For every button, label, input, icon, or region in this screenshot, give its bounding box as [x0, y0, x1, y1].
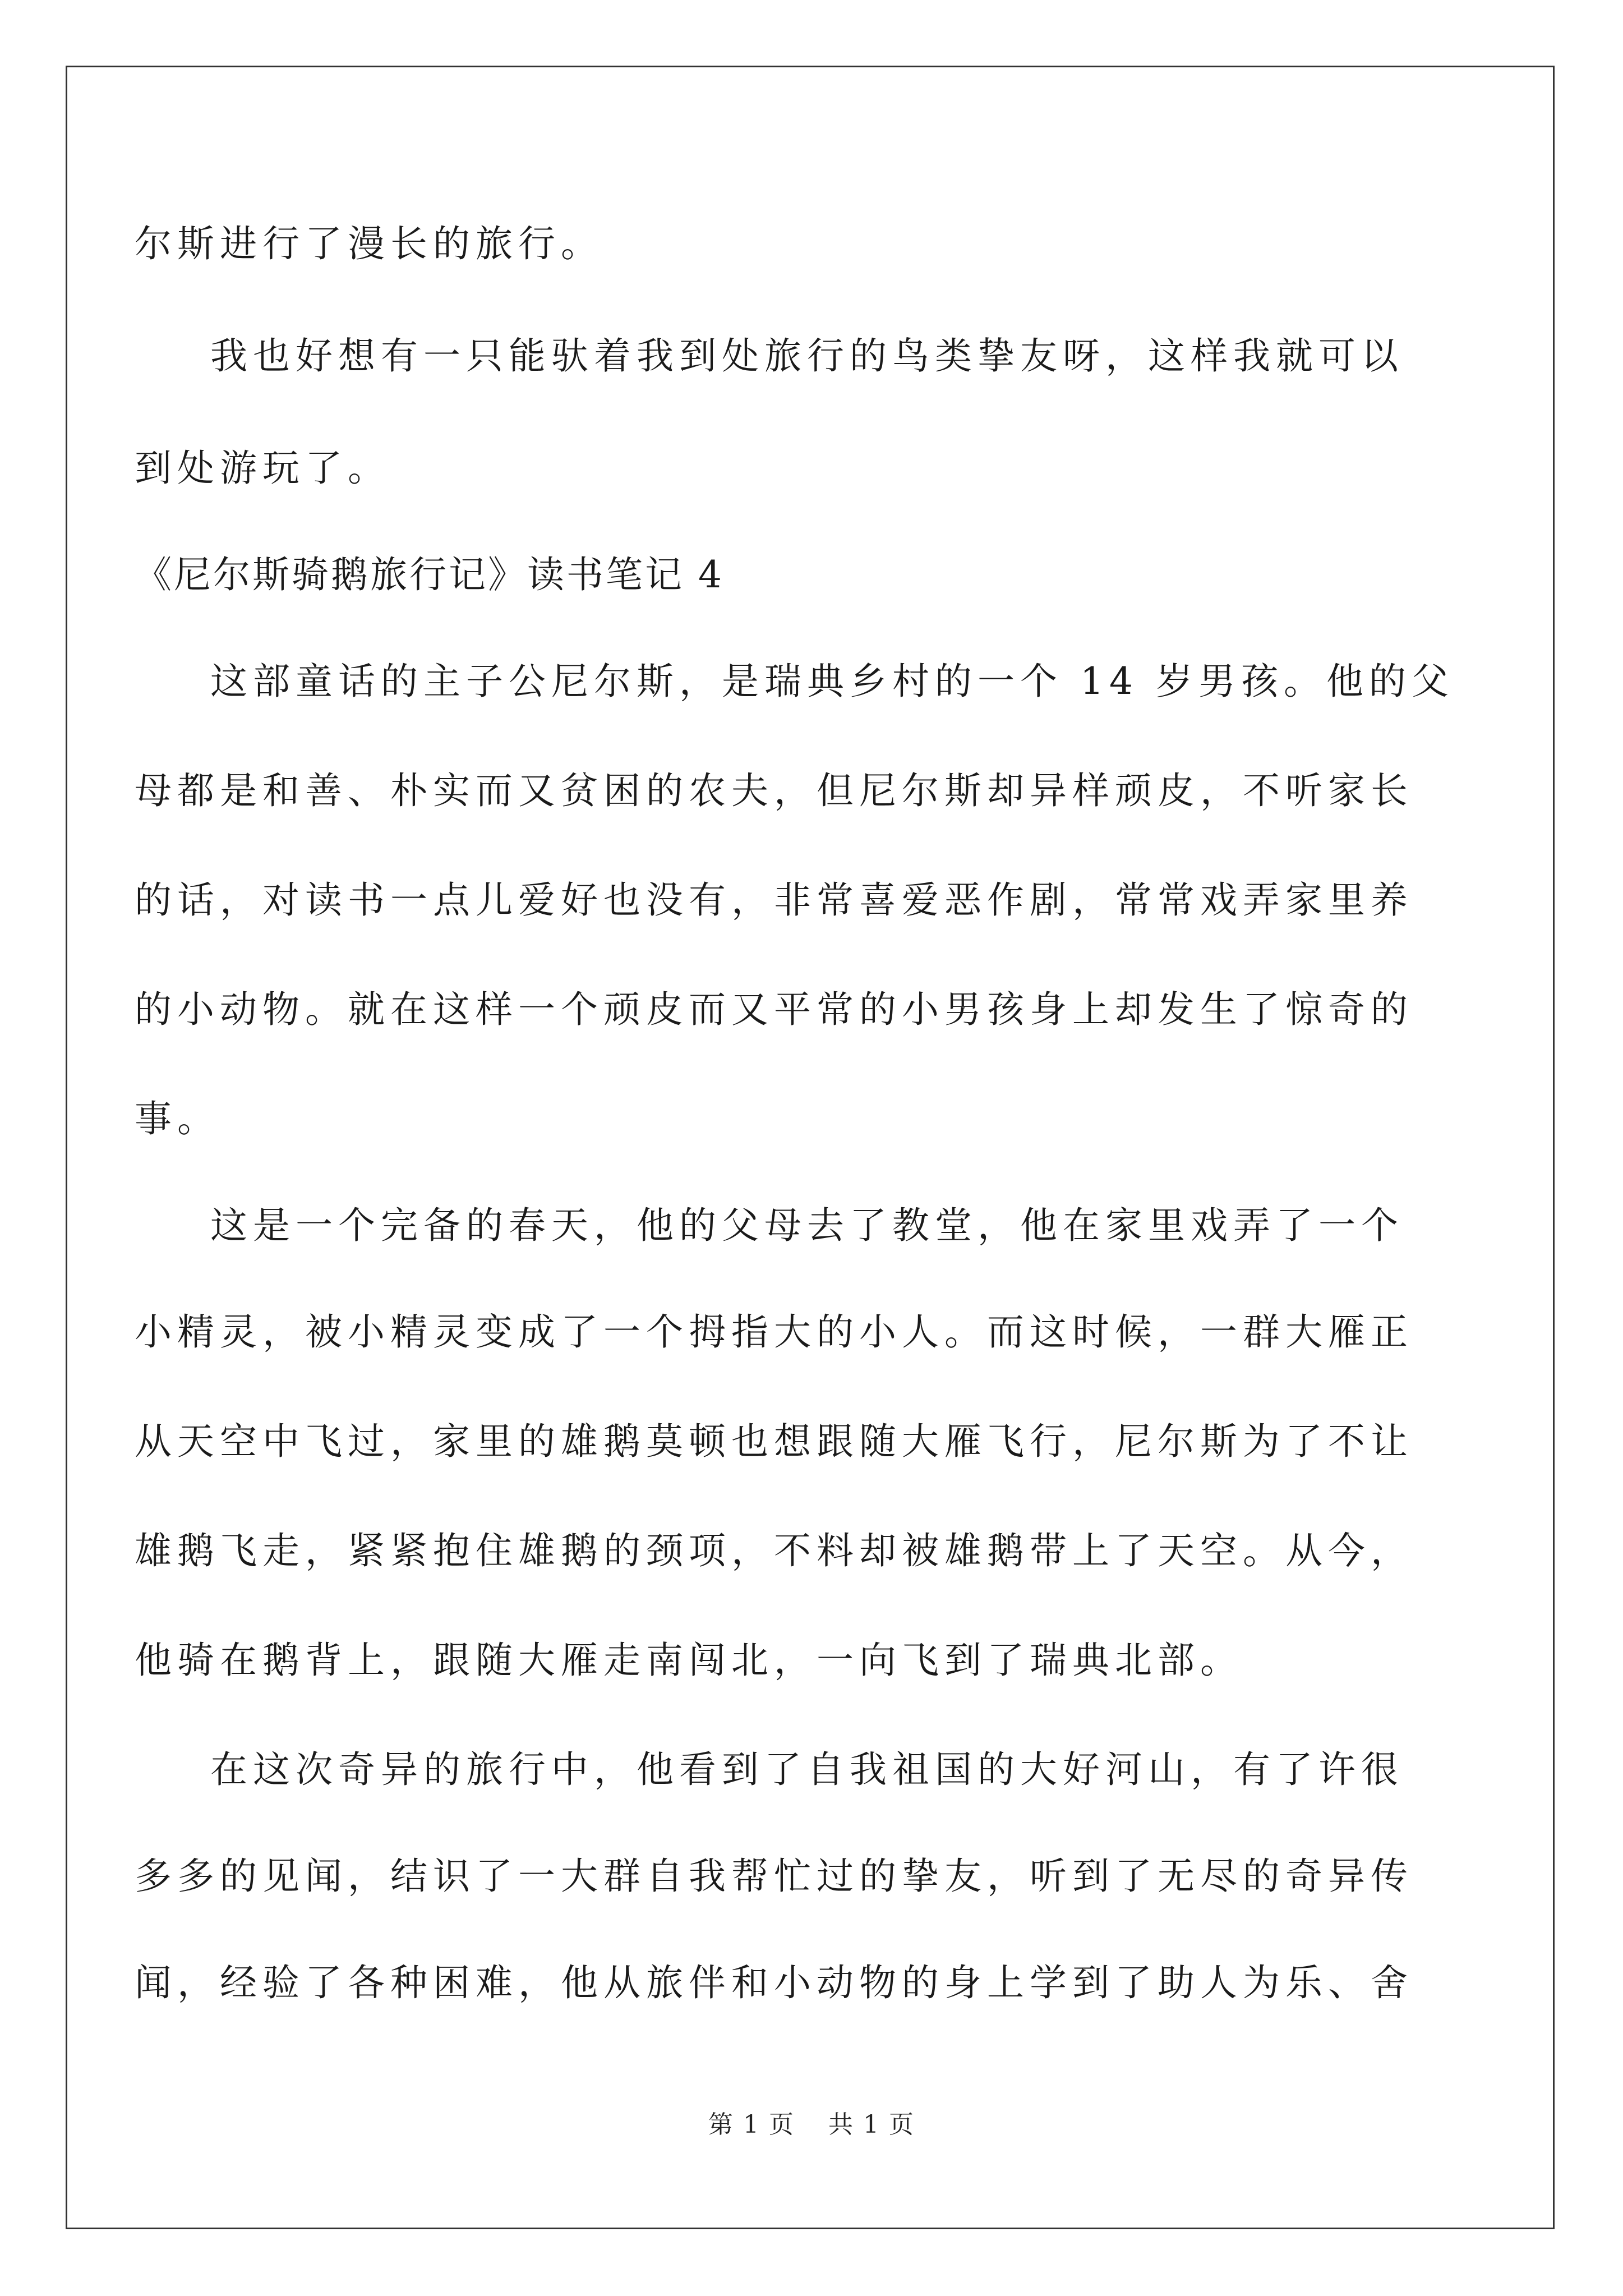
text-line: 事。: [135, 1097, 220, 1140]
paragraph-first-line: 这是一个完备的春天，他的父母去了教堂，他在家里戏弄了一个: [210, 1204, 1404, 1247]
text-line: 的话，对读书一点儿爱好也没有，非常喜爱恶作剧，常常戏弄家里养: [135, 878, 1413, 922]
text-line: 小精灵，被小精灵变成了一个拇指大的小人。而这时候，一群大雁正: [135, 1310, 1413, 1354]
text-line: 他骑在鹅背上，跟随大雁走南闯北，一向飞到了瑞典北部。: [135, 1639, 1243, 1682]
page-border: [66, 66, 1555, 2229]
text-line: 的小动物。就在这样一个顽皮而又平常的小男孩身上却发生了惊奇的: [135, 988, 1413, 1031]
paragraph-first-line: 我也好想有一只能驮着我到处旅行的鸟类挚友呀，这样我就可以: [210, 334, 1404, 378]
section-heading: 《尼尔斯骑鹅旅行记》读书笔记 4: [135, 553, 724, 596]
text-line: 从天空中飞过，家里的雄鹅莫顿也想跟随大雁飞行，尼尔斯为了不让: [135, 1420, 1413, 1463]
page-number: 第 1 页: [708, 2110, 795, 2139]
text-line: 闻，经验了各种困难，他从旅伴和小动物的身上学到了助人为乐、舍: [135, 1961, 1413, 2004]
page-footer: [0, 2109, 1623, 2141]
paragraph-first-line: 在这次奇异的旅行中，他看到了自我祖国的大好河山，有了许很: [210, 1748, 1404, 1791]
page-total: 共 1 页: [828, 2110, 915, 2139]
text-line: 母都是和善、朴实而又贫困的农夫，但尼尔斯却异样顽皮，不听家长: [135, 769, 1413, 812]
paragraph-first-line: 这部童话的主子公尼尔斯，是瑞典乡村的一个 14 岁男孩。他的父: [210, 660, 1454, 703]
text-line: 到处游玩了。: [135, 447, 390, 490]
text-line: 多多的见闻，结识了一大群自我帮忙过的挚友，听到了无尽的奇异传: [135, 1855, 1413, 1898]
text-line: 雄鹅飞走，紧紧抱住雄鹅的颈项，不料却被雄鹅带上了天空。从今，: [135, 1529, 1413, 1572]
text-line: 尔斯进行了漫长的旅行。: [135, 222, 603, 265]
